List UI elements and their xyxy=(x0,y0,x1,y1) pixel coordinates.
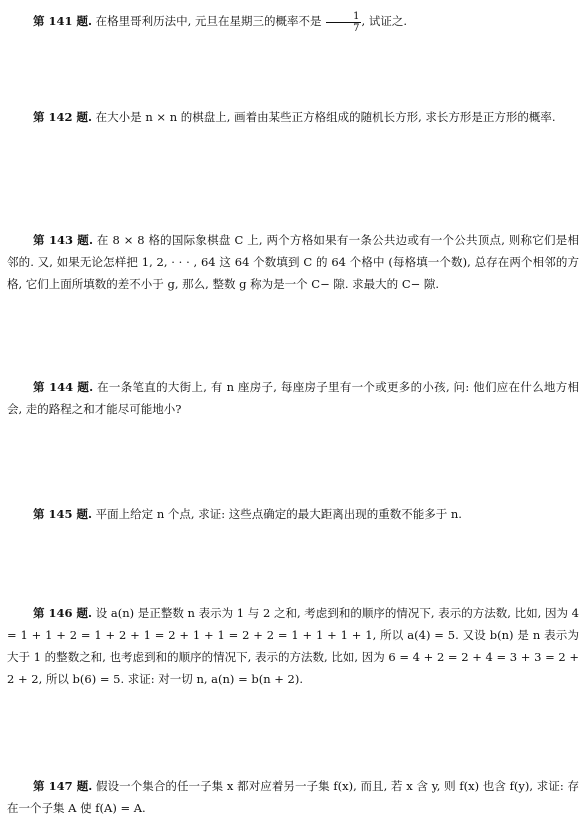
problem-141-text-a: 在格里哥利历法中, 元旦在星期三的概率不是 xyxy=(92,14,326,28)
problem-143-label: 第 143 题. xyxy=(33,233,93,247)
fraction-numerator: 1 xyxy=(326,11,360,23)
problem-147 xyxy=(7,775,579,819)
problem-142-body xyxy=(7,106,579,128)
problem-143 xyxy=(7,229,579,295)
problem-145 xyxy=(7,503,579,525)
problem-145-label: 第 145 题. xyxy=(33,507,93,521)
problem-142 xyxy=(7,106,579,128)
problem-142-label: 第 142 题. xyxy=(33,110,93,124)
problem-144-body xyxy=(7,376,579,420)
problem-145-body xyxy=(7,503,579,525)
problem-141 xyxy=(7,10,579,34)
fraction-denominator: 7 xyxy=(353,22,360,34)
problem-144-label: 第 144 题. xyxy=(33,380,94,394)
problem-147-text: 假设一个集合的任一子集 x 都对应着另一子集 f(x), 而且, 若 x 含 y, 则 f(x) 也含 f(y), 求证: 存在一个子集 A 使 f(A) = A. xyxy=(7,779,579,815)
problem-144 xyxy=(7,376,579,420)
problem-143-body xyxy=(7,229,579,295)
problem-145-text: 平面上给定 n 个点, 求证: 这些点确定的最大距离出现的重数不能多于 n. xyxy=(92,507,462,521)
problem-141-body xyxy=(7,10,579,34)
problem-141-text-b: , 试证之. xyxy=(361,14,407,28)
problem-146-body xyxy=(7,602,579,690)
problem-147-body xyxy=(7,775,579,819)
problem-144-text: 在一条笔直的大街上, 有 n 座房子, 每座房子里有一个或更多的小孩, 问: 他们应在什么地方相会, 走的路程之和才能尽可能地小? xyxy=(7,380,579,416)
problem-142-text: 在大小是 n × n 的棋盘上, 画着由某些正方格组成的随机长方形, 求长方形是正方形的概率. xyxy=(92,110,556,124)
fraction-one-seventh xyxy=(326,11,360,34)
problem-143-text: 在 8 × 8 格的国际象棋盘 C 上, 两个方格如果有一条公共边或有一个公共顶点, 则称它们是相邻的. 又, 如果无论怎样把 1, 2, · · · , 64 这 64 个数填到 C 的 64 个格中 (每格填一个数), 总存在两个相邻的方格, 它们上面所填数的差不小于 g, 那么, 整数 g 称为是一个 C− 隙. 求最大的 C− 隙. xyxy=(7,233,579,291)
problem-146 xyxy=(7,602,579,690)
problem-146-label: 第 146 题. xyxy=(33,606,93,620)
problem-147-label: 第 147 题. xyxy=(33,779,93,793)
problem-141-label: 第 141 题. xyxy=(33,14,93,28)
problem-146-text: 设 a(n) 是正整数 n 表示为 1 与 2 之和, 考虑到和的顺序的情况下, 表示的方法数, 比如, 因为 4 = 1 + 1 + 2 = 1 + 2 + 1 = 2 + 1 + 1 = 2 + 2 = 1 + 1 + 1 + 1, 所以 a(4) = 5. 又设 b(n) 是 n 表示为大于 1 的整数之和, 也考虑到和的顺序的情况下, 表示的方法数, 比如, 因为 6 = 4 + 2 = 2 + 4 = 3 + 3 = 2 + 2 + 2, 所以 b(6) = 5. 求证: 对一切 n, a(n) = b(n + 2). xyxy=(7,606,579,686)
